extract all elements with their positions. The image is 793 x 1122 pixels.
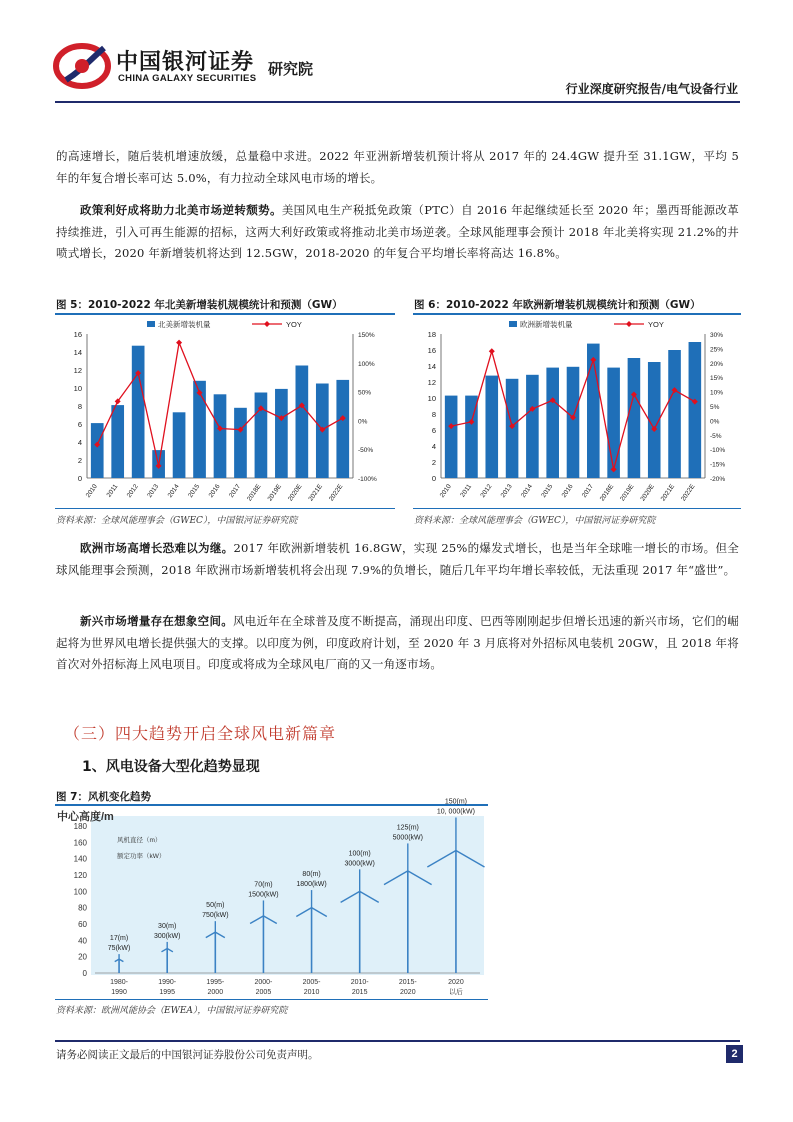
fig5-title: 图 5：2010-2022 年北美新增装机规模统计和预测（GW） (56, 299, 343, 311)
y-tick-label: 6 (77, 420, 82, 429)
diameter-label: 80(m) (302, 871, 321, 879)
y2-tick-label: -50% (358, 447, 374, 455)
x-tick-label: 2019E (619, 483, 636, 503)
y2-tick-label: 0% (358, 418, 368, 426)
power-label: 3000(kW) (344, 860, 375, 868)
power-label: 10, 000(kW) (436, 808, 475, 816)
y-tick-label: 18 (427, 330, 436, 339)
y-tick-label: 14 (73, 348, 82, 357)
y-tick-label: 4 (431, 442, 436, 451)
footer-disclaimer: 请务必阅读正文最后的中国银河证券股份公司免责声明。 (56, 1049, 319, 1061)
power-label: 5000(kW) (392, 834, 423, 842)
x-tick-label: 2010- (350, 979, 369, 986)
bar (214, 394, 227, 478)
y2-tick-label: 25% (710, 346, 724, 354)
x-tick-label: 2014 (166, 483, 181, 499)
power-label: 300(kW) (153, 932, 181, 940)
x-tick-label: 2011 (459, 483, 474, 499)
x-tick-label: 2021E (307, 483, 324, 503)
diameter-label: 70(m) (254, 881, 273, 889)
x-tick-label: 2021E (659, 483, 677, 503)
y-tick-label: 180 (73, 822, 87, 831)
chart-turbine-trend (55, 798, 488, 998)
x-tick-label: 2012 (479, 483, 494, 499)
y2-tick-label: 30% (710, 332, 724, 339)
x-tick-label: 2022E (327, 483, 345, 503)
x-tick-label: 1990 (111, 989, 127, 996)
x-tick-label: 2013 (146, 483, 161, 499)
legend-line-marker (626, 321, 632, 327)
x-tick-label: 2017 (228, 483, 243, 499)
report-type: 行业深度研究报告/电气设备行业 (565, 82, 738, 96)
x-tick-label: 1995 (159, 989, 175, 996)
x-tick-label: 2016 (207, 483, 222, 499)
y-tick-label: 10 (427, 394, 436, 403)
y-tick-label: 120 (73, 871, 87, 880)
para-body: 美国风电生产税抵免政策（PTC）自 2016 年起继续延长至 2020 年；墨西哥能源改革持续推进，引入可再生能源的招标，这两大利好政策或将推动北美市场逆袭。全球风能理事会预计 2018 年北美将实现 21.2%的井喷式增长，2020 年新增装机将达到 12.5GW，2018-2020 的年复合平均增长率将高达 16.8%。 (56, 203, 740, 260)
y-tick-label: 160 (73, 838, 87, 848)
y-tick-label: 6 (431, 426, 436, 435)
x-tick-label: 2019E (266, 483, 284, 503)
x-tick-label: 2015 (540, 483, 555, 499)
x-tick-label: 2000- (254, 979, 273, 986)
x-tick-label: 2015 (187, 483, 202, 499)
diameter-label: 50(m) (206, 902, 225, 910)
logo-cn-text: 中国银河证券 (116, 50, 255, 75)
y-tick-label: 20 (78, 952, 87, 962)
power-label: 75(kW) (107, 945, 131, 953)
subsection-title: 1、风电设备大型化趋势显现 (82, 759, 260, 775)
legend-line-label: YOY (286, 320, 302, 329)
y-tick-label: 0 (82, 969, 87, 978)
galaxy-logo-icon (52, 40, 112, 92)
x-tick-label: 2010 (84, 483, 99, 499)
y-tick-label: 2 (77, 456, 82, 465)
legend-bar-swatch (147, 321, 155, 327)
y2-tick-label: 15% (710, 375, 724, 383)
fig5-bottom-rule (55, 508, 395, 509)
y-axis-title: 中心高度/m (57, 811, 114, 823)
page-number: 2 (726, 1045, 743, 1063)
legend-bar-label: 欧洲新增装机量 (520, 320, 573, 329)
fig7-title: 图 7：风机变化趋势 (56, 791, 151, 803)
bar (275, 389, 288, 478)
bar (91, 423, 104, 478)
fig6-title: 图 6：2010-2022 年欧洲新增装机规模统计和预测（GW） (414, 299, 701, 311)
bar (234, 408, 247, 478)
x-tick-label: 1995- (206, 979, 225, 986)
legend-diameter-label: 风机直径（m） (117, 837, 162, 844)
y-tick-label: 8 (77, 402, 82, 411)
bar (607, 368, 620, 478)
y2-tick-label: 0% (710, 418, 720, 426)
bar (689, 342, 702, 478)
y-tick-label: 8 (431, 410, 436, 419)
paragraph-asia: 的高速增长，随后装机增速放缓，总量稳中求进。2022 年亚洲新增装机预计将从 2017 年的 24.4GW 提升至 31.1GW，平均 5 年的年复合增长率可达 5.0%，有力拉动全球风电市场的增长。 (56, 149, 739, 185)
para-lead: 欧洲市场高增长恐难以为继。 (80, 541, 234, 555)
y2-tick-label: -100% (358, 476, 377, 483)
legend-bar-label: 北美新增装机量 (158, 320, 211, 329)
y-tick-label: 2 (431, 458, 436, 467)
power-label: 750(kW) (202, 912, 229, 920)
header-divider (55, 101, 740, 103)
bar (173, 412, 186, 478)
x-tick-label: 2012 (125, 483, 140, 499)
chart-north-america (55, 316, 395, 506)
y2-tick-label: 10% (710, 389, 724, 397)
fig7-bottom-rule (55, 999, 488, 1000)
x-tick-label: 2005 (255, 989, 272, 996)
x-tick-label: 2022E (679, 483, 697, 503)
x-tick-label: 2017 (580, 483, 595, 499)
paragraph-europe (56, 538, 739, 581)
x-tick-label: 1980- (110, 979, 129, 986)
fig6-source: 资料来源：全球风能理事会（GWEC），中国银河证券研究院 (414, 516, 656, 526)
y-tick-label: 10 (73, 384, 82, 393)
bar (567, 367, 580, 478)
y-tick-label: 0 (77, 474, 82, 483)
x-tick-label: 2010 (438, 483, 453, 499)
y-tick-label: 140 (73, 854, 87, 864)
x-tick-label: 2020 (400, 989, 416, 996)
y2-tick-label: 150% (358, 332, 375, 339)
section-title: （三）四大趋势开启全球风电新篇章 (64, 724, 337, 743)
paragraph-north-america (56, 200, 739, 265)
x-tick-label: 2018E (246, 483, 263, 503)
y2-tick-label: -15% (710, 461, 726, 469)
para-lead: 新兴市场增量存在想象空间。 (80, 614, 233, 628)
power-label: 1500(kW) (248, 891, 279, 899)
bar (526, 375, 539, 478)
x-tick-label: 2011 (105, 483, 120, 499)
y-tick-label: 16 (73, 330, 82, 339)
para-body: 风电近年在全球普及度不断提高，涌现出印度、巴西等刚刚起步但增长迅速的新兴市场，它们的崛起将为世界风电增长提供强大的支撑。以印度为例，印度政府计划，至 2020 年 3 月底将对外招标风电装机 20GW，且 2018 年将首次对外招标海上风电项目。印度或将成为全球风电厂商的又一角逐市场。 (56, 614, 739, 671)
bar (132, 346, 145, 478)
institute-label: 研究院 (268, 60, 314, 78)
x-tick-label: 2018E (598, 483, 616, 503)
bar (485, 376, 498, 478)
y-tick-label: 14 (427, 362, 436, 371)
legend-line-label: YOY (648, 320, 664, 329)
logo-en-text: CHINA GALAXY SECURITIES (118, 73, 257, 84)
bar (296, 366, 309, 479)
yoy-point (489, 348, 495, 354)
legend-bar-swatch (509, 321, 517, 327)
y-tick-label: 4 (77, 438, 82, 447)
y2-tick-label: -5% (710, 432, 722, 440)
x-tick-label: 2020 (448, 979, 464, 986)
bar (111, 405, 124, 478)
y2-tick-label: -20% (710, 476, 726, 483)
y-tick-label: 80 (78, 903, 87, 913)
y-tick-label: 60 (78, 920, 87, 929)
footer-divider (55, 1040, 740, 1042)
x-tick-label: 以后 (448, 989, 463, 996)
fig6-bottom-rule (413, 508, 741, 509)
y2-tick-label: 20% (710, 360, 724, 368)
paragraph-emerging (56, 611, 739, 676)
bar (668, 350, 681, 478)
x-tick-label: 2015 (351, 989, 368, 996)
y-tick-label: 40 (78, 936, 87, 946)
diameter-label: 30(m) (158, 922, 177, 930)
y-tick-label: 100 (73, 887, 87, 897)
x-tick-label: 2000 (207, 989, 224, 996)
y2-tick-label: -10% (710, 447, 726, 455)
y-tick-label: 0 (431, 474, 436, 483)
x-tick-label: 2013 (499, 483, 514, 499)
fig6-rule (413, 313, 741, 315)
diameter-label: 17(m) (109, 935, 129, 943)
para-lead: 政策利好成将助力北美市场逆转颓势。 (80, 203, 282, 217)
fig5-rule (55, 313, 395, 315)
diameter-label: 100(m) (348, 850, 371, 858)
legend-line-marker (264, 321, 270, 327)
diameter-label: 125(m) (396, 824, 419, 832)
bar (587, 344, 600, 478)
x-tick-label: 2016 (560, 483, 575, 499)
x-tick-label: 2010 (303, 989, 320, 996)
yoy-point (176, 340, 182, 346)
y2-tick-label: 100% (358, 360, 375, 368)
power-label: 1800(kW) (296, 881, 327, 889)
y-tick-label: 12 (427, 378, 436, 387)
para-body: 2017 年欧洲新增装机 16.8GW，实现 25%的爆发式增长，也是当年全球唯一增长的市场。但全球风能理事会预测，2018 年欧洲市场新增装机将会出现 7.9%的负增长，随后几年平均年增长率较低，无法重现 2017 年“盛世”。 (56, 541, 739, 577)
x-tick-label: 1990- (158, 979, 177, 986)
x-tick-label: 2005- (302, 979, 321, 986)
x-tick-label: 2015- (398, 979, 417, 986)
legend-power-label: 额定功率（kW） (117, 853, 166, 860)
y-tick-label: 12 (73, 366, 82, 375)
bar (546, 368, 559, 478)
fig7-source: 资料来源：欧洲风能协会（EWEA），中国银河证券研究院 (56, 1006, 288, 1016)
y2-tick-label: 50% (358, 389, 372, 397)
y2-tick-label: 5% (710, 404, 720, 411)
diameter-label: 150(m) (444, 798, 468, 806)
fig5-source: 资料来源：全球风能理事会（GWEC），中国银河证券研究院 (56, 516, 298, 526)
chart-europe (413, 316, 741, 506)
x-tick-label: 2020E (286, 483, 304, 503)
x-tick-label: 2020E (639, 483, 656, 503)
x-tick-label: 2014 (519, 483, 535, 499)
bar (628, 358, 641, 478)
y-tick-label: 16 (427, 346, 436, 355)
bar (336, 380, 349, 478)
bar (445, 396, 458, 478)
